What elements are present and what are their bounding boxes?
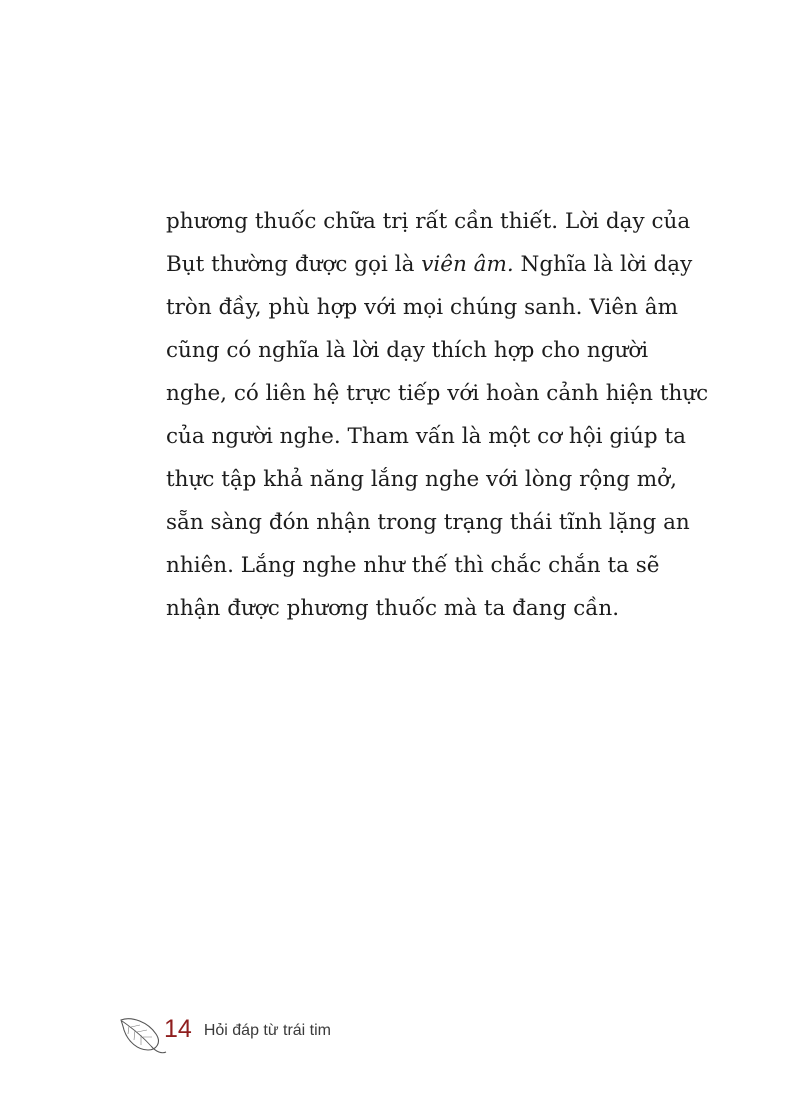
- text-line-10: nhận được phương thuốc mà ta đang cần.: [166, 596, 620, 621]
- page-number: 14: [164, 1015, 192, 1043]
- text-line-2: [166, 243, 693, 286]
- text-line-7: thực tập khả năng lắng nghe với lòng rộng mở,: [166, 467, 677, 492]
- text-segment: Bụt thường được gọi là: [166, 252, 422, 277]
- text-segment: Nghĩa là lời dạy: [513, 252, 693, 277]
- italic-term: viên âm.: [421, 252, 514, 277]
- text-line-1: phương thuốc chữa trị rất cần thiết. Lời dạy của: [166, 209, 691, 234]
- page-footer: [118, 1010, 331, 1060]
- text-line-8: sẵn sàng đón nhận trong trạng thái tĩnh lặng an: [166, 510, 690, 535]
- body-text: [166, 200, 709, 630]
- running-title: Hỏi đáp từ trái tim: [203, 1022, 332, 1039]
- leaf-icon: [118, 1010, 168, 1060]
- text-line-5: nghe, có liên hệ trực tiếp với hoàn cảnh hiện thực: [166, 381, 709, 406]
- text-line-6: của người nghe. Tham vấn là một cơ hội giúp ta: [166, 424, 686, 449]
- text-line-9: nhiên. Lắng nghe như thế thì chắc chắn ta sẽ: [166, 553, 660, 578]
- text-line-3: tròn đầy, phù hợp với mọi chúng sanh. Viên âm: [166, 295, 678, 320]
- text-line-4: cũng có nghĩa là lời dạy thích hợp cho người: [166, 338, 649, 363]
